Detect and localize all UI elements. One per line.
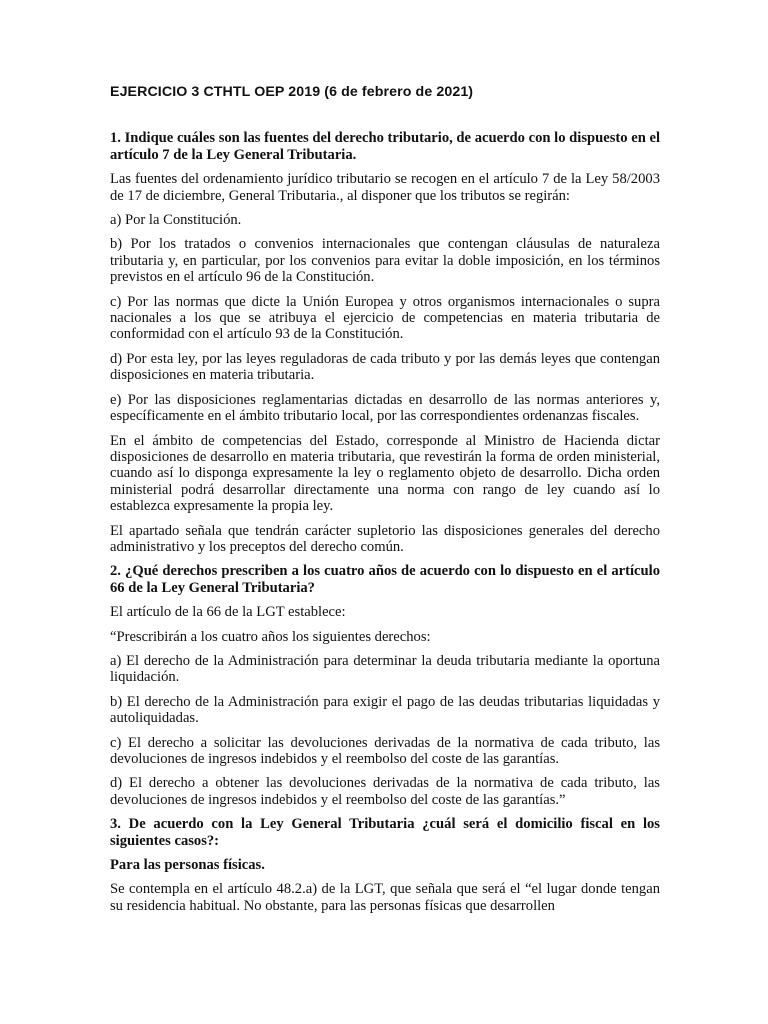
subheading: Para las personas físicas. [110,857,265,874]
list-item-a: a) Por la Constitución. [110,212,242,229]
paragraph: Las fuentes del ordenamiento jurídico tributario se recogen en el artículo 7 de la Ley 58/2003 de 17 de diciembre, General Tributaria., al disponer que los tributos se regirán: [110,171,660,204]
question-3: 3. De acuerdo con la Ley General Tributaria ¿cuál será el domicilio fiscal en los siguientes casos?: [110,816,660,849]
paragraph: El artículo de la 66 de la LGT establece: [110,604,346,621]
paragraph: El apartado señala que tendrán carácter supletorio las disposiciones generales del derecho administrativo y los preceptos del derecho común. [110,522,660,555]
document-page [110,84,660,922]
list-item-e: e) Por las disposiciones reglamentarias dictadas en desarrollo de las normas anteriores y, específicamente en el ámbito tributario local, por las correspondientes ordenanzas fiscales. [110,391,660,425]
paragraph: “Prescribirán a los cuatro años los siguientes derechos: [110,628,431,645]
list-item-b: b) El derecho de la Administración para exigir el pago de las deudas tributarias liquidadas y autoliquidadas. [110,693,660,727]
paragraph: Se contempla en el artículo 48.2.a) de la LGT, que señala que será el “el lugar donde tengan su residencia habitual. No obstante, para las personas físicas que desarrollen [110,881,660,914]
list-item-b: b) Por los tratados o convenios internacionales que contengan cláusulas de naturaleza tributaria y, en particular, por los convenios para evitar la doble imposición, en los términos previstos en el artículo 96 de la Constitución. [110,236,660,286]
list-item-c: c) Por las normas que dicte la Unión Europea y otros organismos internacionales o supra nacionales a los que se atribuya el ejercicio de competencias en materia tributaria de conformidad con el artículo 93 de la Constitución. [110,293,660,343]
list-item-d: d) Por esta ley, por las leyes reguladoras de cada tributo y por las demás leyes que contengan disposiciones en materia tributaria. [110,350,660,384]
list-item-c: c) El derecho a solicitar las devoluciones derivadas de la normativa de cada tributo, las devoluciones de ingresos indebidos y el reembolso del coste de las garantías. [110,734,660,767]
list-item-d: d) El derecho a obtener las devoluciones derivadas de la normativa de cada tributo, las devoluciones de ingresos indebidos y el reembolso del coste de las garantías.” [110,775,660,808]
list-item-a: a) El derecho de la Administración para determinar la deuda tributaria mediante la oportuna liquidación. [110,652,660,686]
question-2: 2. ¿Qué derechos prescriben a los cuatro años de acuerdo con lo dispuesto en el artículo 66 de la Ley General Tributaria? [110,563,660,596]
question-1: 1. Indique cuáles son las fuentes del derecho tributario, de acuerdo con lo dispuesto en el artículo 7 de la Ley General Tributaria. [110,130,660,163]
paragraph: En el ámbito de competencias del Estado, corresponde al Ministro de Hacienda dictar disposiciones de desarrollo en materia tributaria, que revestirán la forma de orden ministerial, cuando así lo disponga expresamente la ley o reglamento objeto de desarrollo. Dicha orden ministerial podrá desarrollar directamente una norma con rango de ley cuando así lo establezca expresamente la propia ley. [110,432,660,515]
document-title: EJERCICIO 3 CTHTL OEP 2019 (6 de febrero de 2021) [110,84,474,100]
